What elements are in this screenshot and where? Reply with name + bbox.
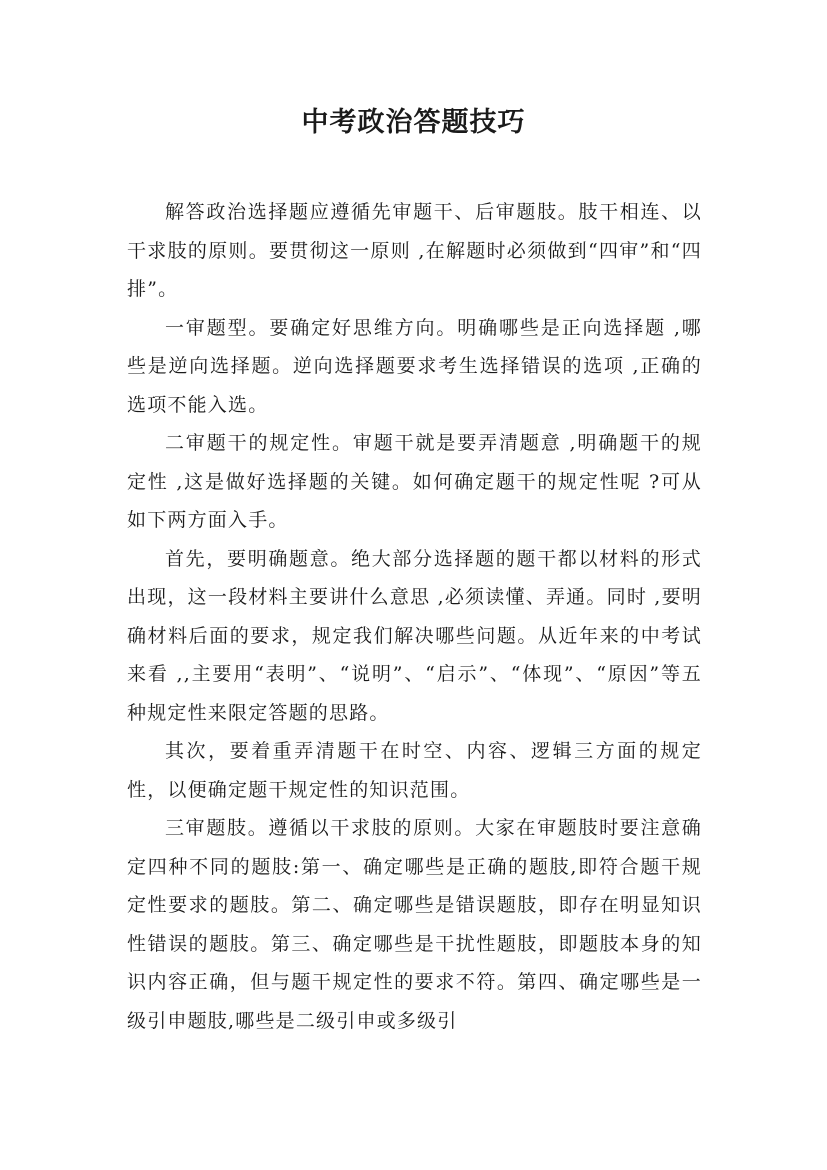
paragraph-options: 三审题肢。遵循以干求肢的原则。大家在审题肢时要注意确定四种不同的题肢:第一、确定哪些是正确的题肢,即符合题干规定性要求的题肢。第二、确定哪些是错误题肢，即存在明显知识性错误的题肢。第三、确定哪些是干扰性题肢，即题肢本身的知识内容正确，但与题干规定性的要求不符。第四、确定哪些是一级引申题肢,哪些是二级引申或多级引	[127, 817, 702, 1032]
paragraph-question-type: 一审题型。要确定好思维方向。明确哪些是正向选择题 ,哪些是逆向选择题。逆向选择题要求考生选择错误的选项 ,正确的选项不能入选。	[127, 316, 702, 416]
paragraph-first-meaning: 首先，要明确题意。绝大部分选择题的题干都以材料的形式出现，这一段材料主要讲什么意思 ,必须读懂、弄通。同时 ,要明确材料后面的要求，规定我们解决哪些问题。从近年来的中考试来看 ,,主要用“表明”、“说明”、“启示”、“体现”、“原因”等五种规定性来限定答题的思路。	[127, 547, 702, 724]
document-body	[127, 193, 702, 1040]
paragraph-second-scope: 其次，要着重弄清题干在时空、内容、逻辑三方面的规定性，以便确定题干规定性的知识范围。	[127, 740, 702, 801]
paragraph-stem-rules: 二审题干的规定性。审题干就是要弄清题意 ,明确题干的规定性 ,这是做好选择题的关键。如何确定题干的规定性呢 ?可从如下两方面入手。	[127, 432, 702, 531]
page-title: 中考政治答题技巧	[301, 107, 526, 138]
paragraph-intro: 解答政治选择题应遵循先审题干、后审题肢。肢干相连、以干求肢的原则。要贯彻这一原则 ,在解题时必须做到“四审”和“四排”。	[127, 201, 702, 300]
